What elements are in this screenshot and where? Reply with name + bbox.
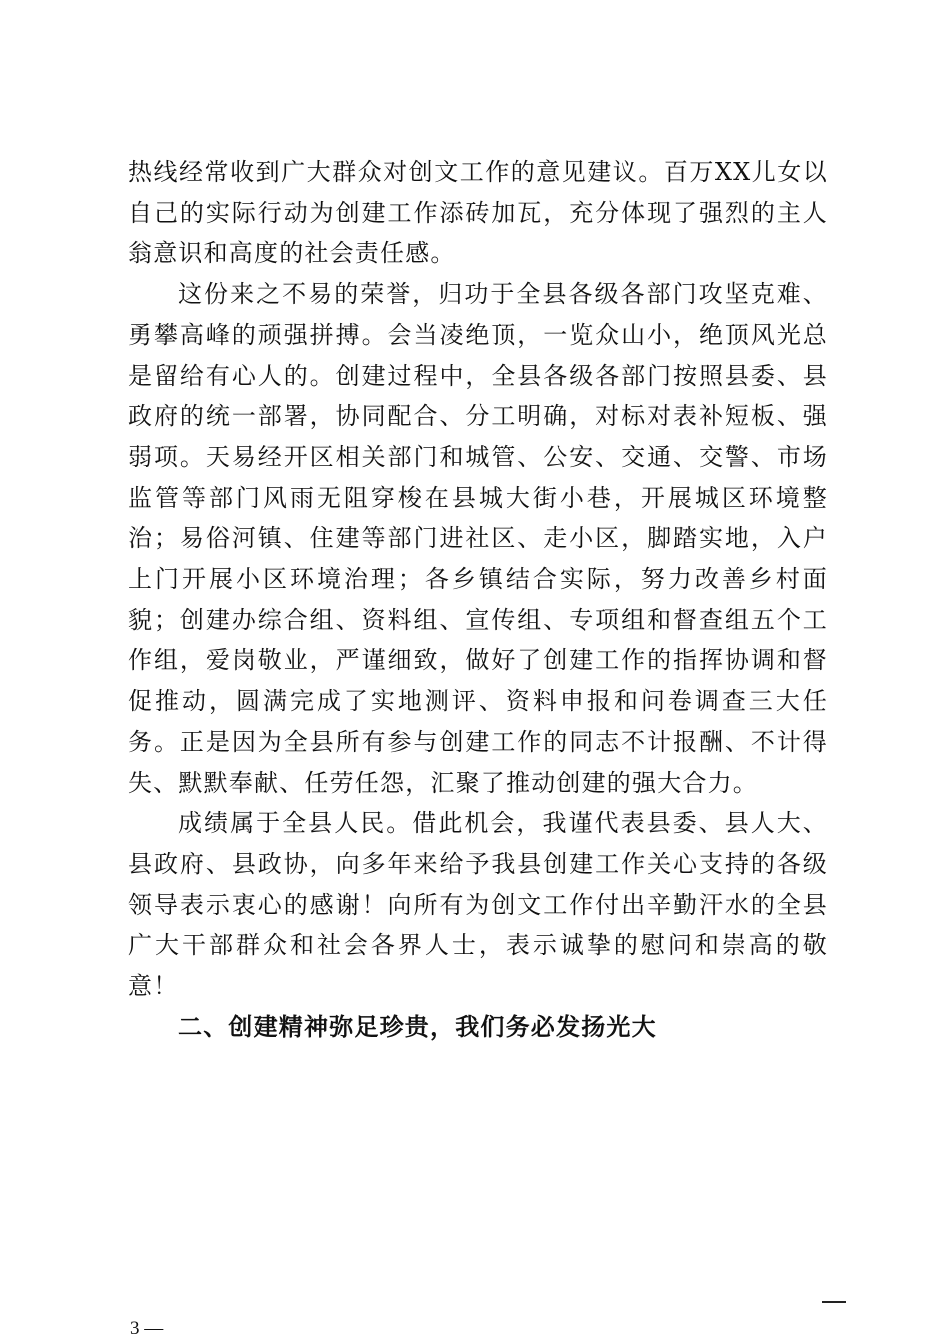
section-heading: 二、创建精神弥足珍贵，我们务必发扬光大	[178, 1012, 657, 1041]
page-number: 3 —	[130, 1318, 164, 1339]
footer-rule	[822, 1301, 846, 1303]
paragraph-continuation: 热线经常收到广大群众对创文工作的意见建议。百万XX儿女以自己的实际行动为创建工作添砖加瓦，充分体现了强烈的主人翁意识和高度的社会责任感。	[128, 158, 828, 268]
document-body	[128, 152, 828, 1047]
paragraph-honor: 这份来之不易的荣誉，归功于全县各级各部门攻坚克难、勇攀高峰的顽强拼搏。会当凌绝顶，一览众山小，绝顶风光总是留给有心人的。创建过程中，全县各级各部门按照县委、县政府的统一部署，协同配合、分工明确，对标对表补短板、强弱项。天易经开区相关部门和城管、公安、交通、交警、市场监管等部门风雨无阻穿梭在县城大街小巷，开展城区环境整治；易俗河镇、住建等部门进社区、走小区，脚踏实地，入户上门开展小区环境治理；各乡镇结合实际，努力改善乡村面貌；创建办综合组、资料组、宣传组、专项组和督查组五个工作组，爱岗敬业，严谨细致，做好了创建工作的指挥协调和督促推动，圆满完成了实地测评、资料申报和问卷调查三大任务。正是因为全县所有参与创建工作的同志不计报酬、不计得失、默默奉献、任劳任怨，汇聚了推动创建的强大合力。	[128, 280, 828, 797]
paragraph-thanks: 成绩属于全县人民。借此机会，我谨代表县委、县人大、县政府、县政协，向多年来给予我县创建工作关心支持的各级领导表示衷心的感谢！向所有为创文工作付出辛勤汗水的全县广大干部群众和社会各界人士，表示诚挚的慰问和崇高的敬意！	[128, 809, 828, 1001]
